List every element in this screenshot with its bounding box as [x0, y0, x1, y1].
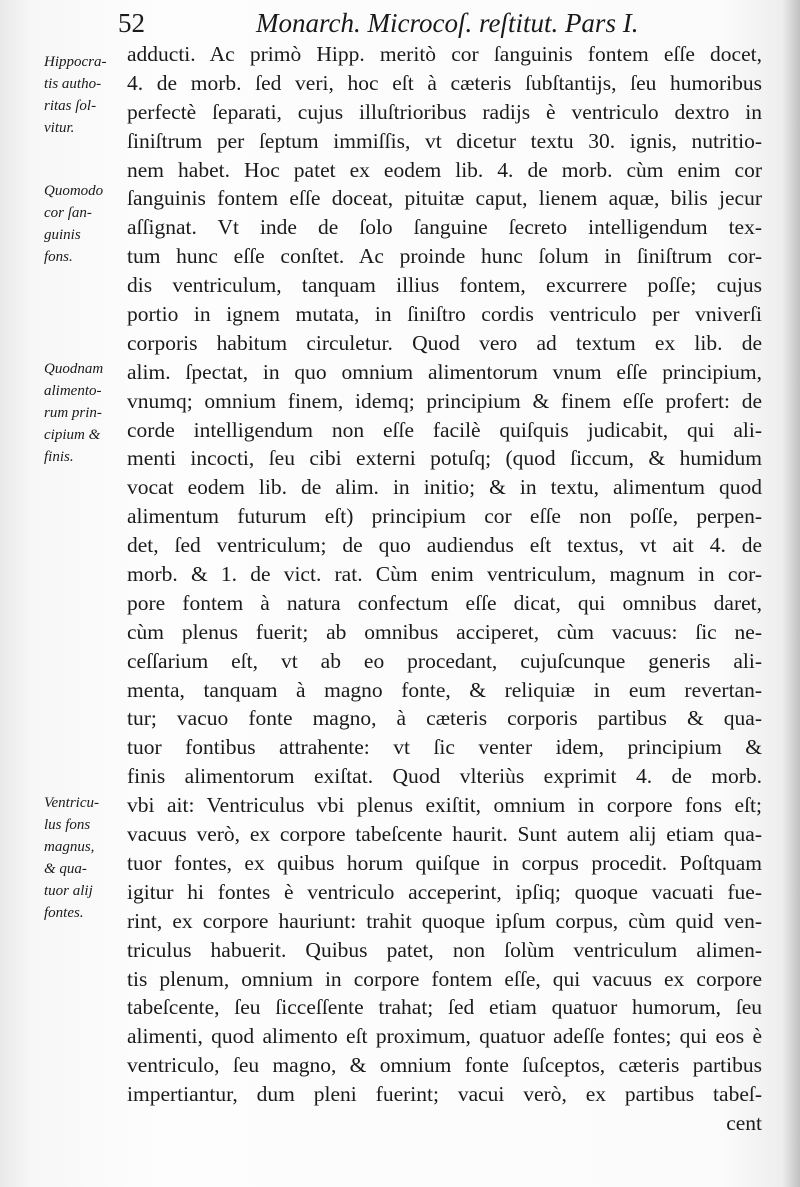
body-text	[127, 40, 762, 1138]
body-line: menta, tanquam à magno fonte, & reliquiæ in eum revertan-	[127, 677, 762, 702]
margin-line: magnus,	[44, 839, 95, 855]
body-line: tum hunc eſſe conſtet. Ac proinde hunc ſolum in ſiniſtrum cor-	[127, 244, 762, 269]
margin-line: cipium &	[44, 427, 101, 443]
body-line: tur; vacuo fonte magno, à cæteris corporis partibus & qua-	[127, 706, 762, 731]
margin-note-quodnam	[44, 358, 124, 468]
body-line: ventriculo, ſeu magno, & omnium fonte ſuſceptos, cæteris partibus	[127, 1053, 762, 1078]
body-line: cùm plenus fuerit; ab omnibus acciperet, cùm vacuus: ſic ne-	[127, 619, 762, 644]
body-line: perfectè ſeparati, cujus illuſtrioribus radijs è ventriculo dextro in	[127, 99, 762, 124]
body-line: tuor fontes, ex quibus horum quiſque in corpus procedit. Poſtquam	[127, 850, 762, 875]
body-line: finis alimentorum exiſtat. Quod vlteriùs exprimit 4. de morb.	[127, 764, 762, 789]
body-line: igitur hi fontes è ventriculo acceperint, ipſiq; quoque vacuati fue-	[127, 879, 762, 904]
body-line: vnumq; omnium finem, idemq; principium & finem eſſe profert: de	[127, 388, 762, 413]
body-line: nem habet. Hoc patet ex eodem lib. 4. de morb. cùm enim cor	[127, 157, 762, 182]
body-line: det, ſed ventriculum; de quo audiendus eſt textus, vt ait 4. de	[127, 533, 762, 558]
running-header	[118, 6, 768, 40]
margin-line: Hippocra-	[44, 54, 107, 70]
body-line: rint, ex corpore hauriunt: trahit quoque ipſum corpus, cùm quid ven-	[127, 908, 762, 933]
page-gutter-shadow	[782, 0, 800, 1187]
margin-line: lus fons	[44, 817, 91, 833]
running-title: Monarch. Microcoſ. reſtitut. Pars I.	[256, 8, 639, 38]
body-line: alimentum futurum eſt) principium cor eſſe non poſſe, perpen-	[127, 504, 762, 529]
margin-line: Ventricu-	[44, 795, 99, 811]
body-line: triculus habuerit. Quibus patet, non ſolùm ventriculum alimen-	[127, 937, 762, 962]
margin-line: tuor alij	[44, 883, 93, 899]
margin-line: guinis	[44, 227, 81, 243]
margin-line: Quomodo	[44, 183, 104, 199]
body-line: tis plenum, omnium in corpore fontem eſſe, qui vacuus ex corpore	[127, 966, 762, 991]
margin-line: alimento-	[44, 383, 102, 399]
body-line: vocat eodem lib. de alim. in initio; & in textu, alimentum quod	[127, 475, 762, 500]
body-line: menti incocti, ſeu cibi externi potuſq; (quod ſiccum, & humidum	[127, 446, 762, 471]
body-line: corde intelligendum non eſſe facilè quiſquis judicabit, qui ali-	[127, 417, 762, 442]
body-line: corporis habitum circuletur. Quod vero ad textum ex lib. de	[127, 330, 762, 355]
margin-note-quomodo	[44, 180, 124, 268]
margin-line: tis autho-	[44, 76, 102, 92]
body-line: adducti. Ac primò Hipp. meritò cor ſanguinis fontem eſſe docet,	[127, 42, 762, 66]
margin-line: rum prin-	[44, 405, 102, 421]
body-line: alimenti, quod alimento eſt proximum, quatuor adeſſe fontes; qui eos è	[127, 1024, 762, 1049]
margin-note-ventriculus	[44, 792, 124, 924]
body-line: ſanguinis fontem eſſe doceat, pituitæ caput, lienem aquæ, bilis jecur	[127, 186, 762, 211]
body-line: alim. ſpectat, in quo omnium alimentorum vnum eſſe principium,	[127, 359, 762, 384]
body-line: tuor fontibus attrahente: vt ſic venter idem, principium &	[127, 735, 762, 760]
margin-line: finis.	[44, 449, 74, 465]
margin-note-hippocratis	[44, 51, 124, 139]
margin-line: Quodnam	[44, 361, 104, 377]
body-line: aſſignat. Vt inde de ſolo ſanguine ſecreto intelligendum tex-	[127, 215, 762, 240]
body-line: portio in ignem mutata, in ſiniſtro cordis ventriculo per vniverſi	[127, 302, 762, 327]
body-line: dis ventriculum, tanquam illius fontem, excurrere poſſe; cujus	[127, 273, 762, 298]
catchword: cent	[726, 1110, 762, 1135]
body-line: morb. & 1. de vict. rat. Cùm enim ventriculum, magnum in cor-	[127, 562, 762, 587]
margin-line: fontes.	[44, 905, 84, 921]
body-line: 4. de morb. ſed veri, hoc eſt à cæteris ſubſtantijs, ſeu humoribus	[127, 70, 762, 95]
body-line: tabeſcente, ſeu ſicceſſente trahat; ſed etiam quatuor humorum, ſeu	[127, 995, 762, 1020]
margin-line: ritas ſol-	[44, 98, 97, 114]
body-line: ceſſarium eſt, vt ab eo procedant, cujuſcunque generis ali-	[127, 648, 762, 673]
margin-line: vitur.	[44, 120, 75, 136]
margin-line: fons.	[44, 249, 73, 265]
body-line: pore fontem à natura confectum eſſe dicat, qui omnibus daret,	[127, 590, 762, 615]
body-line: vbi ait: Ventriculus vbi plenus exiſtit, omnium in corpore fons eſt;	[127, 793, 762, 818]
page-number: 52	[118, 8, 145, 38]
margin-line: & qua-	[44, 861, 87, 877]
body-line: ſiniſtrum per ſeptum immiſſis, vt dicetur textu 30. ignis, nutritio-	[127, 128, 762, 153]
margin-line: cor ſan-	[44, 205, 92, 221]
body-line: impertiantur, dum pleni fuerint; vacui verò, ex partibus tabeſ-	[127, 1082, 762, 1107]
body-line: vacuus verò, ex corpore tabeſcente haurit. Sunt autem alij etiam qua-	[127, 822, 762, 847]
